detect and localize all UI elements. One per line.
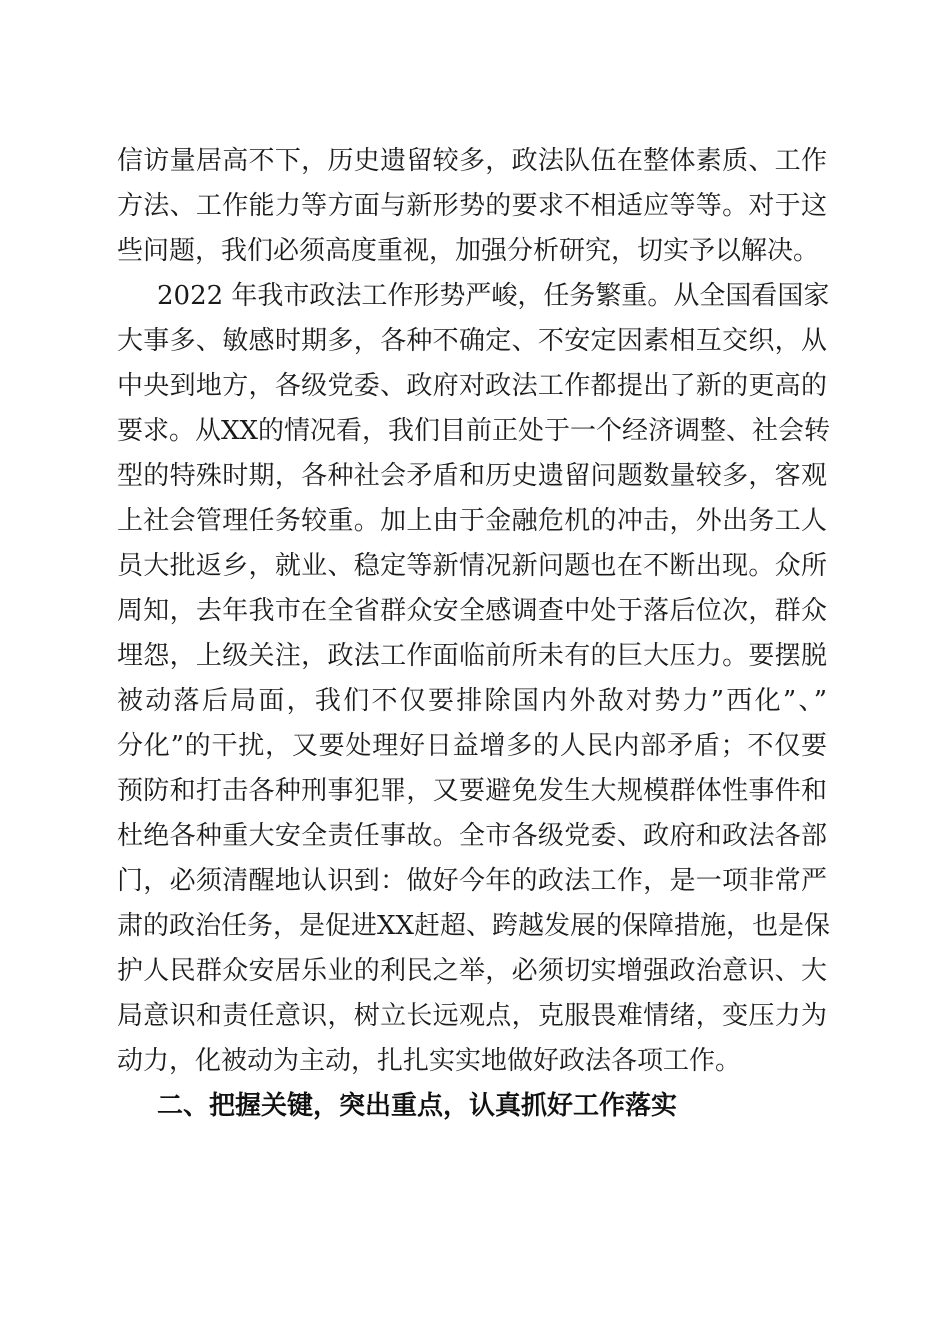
paragraph-2-line-10: 被动落后局面，我们不仅要排除国内外敌对势力”西化”、” [117,686,827,716]
paragraph-2-line-17: 局意识和责任意识，树立长远观点，克服畏难情绪，变压力为 [117,1001,827,1031]
paragraph-2-line-5: 型的特殊时期，各种社会矛盾和历史遗留问题数量较多，客观 [117,461,827,491]
paragraph-2-line-6: 上社会管理任务较重。加上由于金融危机的冲击，外出务工人 [117,506,827,536]
paragraph-2-line-15: 肃的政治任务，是促进XX赶超、跨越发展的保障措施，也是保 [117,911,831,941]
paragraph-2-line-12: 预防和打击各种刑事犯罪，又要避免发生大规模群体性事件和 [117,776,827,806]
paragraph-2-line-18: 动力，化被动为主动，扎扎实实地做好政法各项工作。 [117,1046,742,1076]
paragraph-2-line-1: 2022 年我市政法工作形势严峻，任务繁重。从全国看国家 [157,281,830,311]
section-heading: 二、把握关键，突出重点，认真抓好工作落实 [157,1091,678,1121]
paragraph-2-line-2: 大事多、敏感时期多，各种不确定、不安定因素相互交织，从 [117,326,827,356]
paragraph-2-line-8: 周知，去年我市在全省群众安全感调查中处于落后位次，群众 [117,596,827,626]
paragraph-1-line-1: 信访量居高不下，历史遗留较多，政法队伍在整体素质、工作 [117,146,827,176]
paragraph-2-line-9: 埋怨，上级关注，政法工作面临前所未有的巨大压力。要摆脱 [117,641,827,671]
paragraph-2-line-13: 杜绝各种重大安全责任事故。全市各级党委、政府和政法各部 [117,821,827,851]
paragraph-1-line-3: 些问题，我们必须高度重视，加强分析研究，切实予以解决。 [117,236,820,266]
paragraph-1-line-2: 方法、工作能力等方面与新形势的要求不相适应等等。对于这 [117,191,827,221]
paragraph-2-line-7: 员大批返乡，就业、稳定等新情况新问题也在不断出现。众所 [117,551,827,581]
paragraph-2-line-16: 护人民群众安居乐业的利民之举，必须切实增强政治意识、大 [117,956,827,986]
paragraph-2-line-11: 分化”的干扰，又要处理好日益增多的人民内部矛盾；不仅要 [117,731,827,761]
paragraph-2-line-4: 要求。从XX的情况看，我们目前正处于一个经济调整、社会转 [117,416,831,446]
paragraph-2-line-14: 门，必须清醒地认识到：做好今年的政法工作，是一项非常严 [117,866,827,896]
paragraph-2-line-3: 中央到地方，各级党委、政府对政法工作都提出了新的更高的 [117,371,827,401]
